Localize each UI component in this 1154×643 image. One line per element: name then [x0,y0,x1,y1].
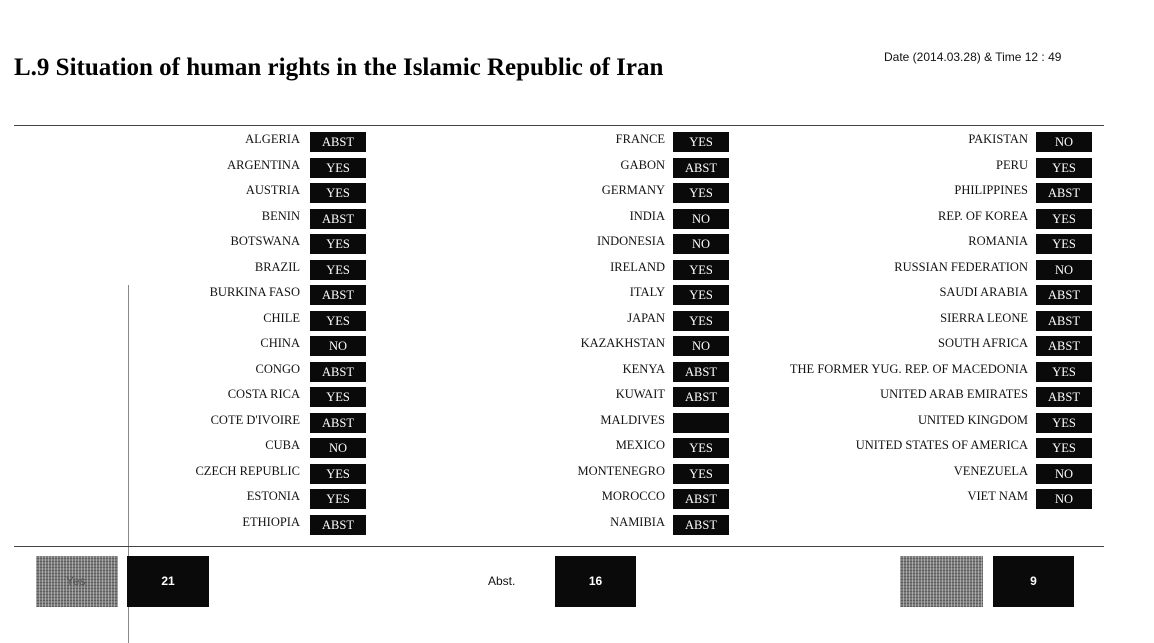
country-name: ALGERIA [245,132,300,146]
vote-value: ABST [673,515,729,535]
country-name: SIERRA LEONE [940,310,1028,325]
vote-row [0,383,1154,409]
yes-label: Yes [66,574,86,588]
vote-value: NO [1036,260,1092,280]
country-name: AUSTRIA [245,183,300,197]
no-total-count: 9 [993,556,1074,607]
country-name: INDIA [629,208,665,223]
date-time-stamp: Date (2014.03.28) & Time 12 : 49 [884,50,1062,64]
vote-value: ABST [673,158,729,178]
abst-total-label: Abst. [488,574,516,588]
vote-value: ABST [310,285,366,305]
vote-value: ABST [310,362,366,382]
country-name: ITALY [629,285,665,299]
country-name: UNITED STATES OF AMERICA [855,438,1028,452]
country-name: VENEZUELA [953,463,1028,478]
vote-row [0,434,1154,460]
country-name: CZECH REPUBLIC [195,463,300,478]
vote-value: YES [673,285,729,305]
country-name: MEXICO [615,438,665,452]
country-name: CUBA [265,438,300,452]
vote-row [0,511,1154,537]
country-name: KUWAIT [615,387,665,401]
vote-value: YES [310,387,366,407]
yes-total-count: 21 [127,556,209,607]
vote-value: YES [1036,158,1092,178]
vote-value: YES [310,183,366,203]
country-name: BENIN [261,208,300,223]
vote-row [0,485,1154,511]
country-name: MALDIVES [600,412,665,427]
vote-value: YES [673,438,729,458]
vote-value: ABST [1036,336,1092,356]
country-name: UNITED KINGDOM [917,412,1028,427]
document-title: L.9 Situation of human rights in the Islamic Republic of Iran [14,54,664,81]
vote-value: NO [1036,489,1092,509]
vote-value: ABST [310,413,366,433]
country-name: KAZAKHSTAN [580,336,665,350]
vote-value: YES [673,464,729,484]
vote-value: ABST [1036,285,1092,305]
country-name: CHILE [263,310,300,325]
country-name: CONGO [255,361,300,376]
country-name: FRANCE [615,132,665,146]
vote-row [0,460,1154,486]
country-name: UNITED ARAB EMIRATES [880,387,1028,401]
vote-value: ABST [310,515,366,535]
country-name: BRAZIL [254,259,300,274]
country-name: VIET NAM [967,489,1028,503]
country-name: MONTENEGRO [577,463,665,478]
vote-value: NO [310,336,366,356]
vote-value: ABST [673,362,729,382]
country-name: SAUDI ARABIA [939,285,1028,299]
vote-value: YES [310,311,366,331]
vote-value: YES [1036,362,1092,382]
vote-value: ABST [673,387,729,407]
vote-value: YES [1036,438,1092,458]
vote-row [0,179,1154,205]
country-name: KENYA [622,361,665,376]
country-name: NAMIBIA [610,514,665,529]
bottom-divider [14,546,1104,547]
vote-value: ABST [310,209,366,229]
vote-row [0,358,1154,384]
country-name: BURKINA FASO [209,285,300,299]
vote-value: YES [310,158,366,178]
vote-value: YES [310,234,366,254]
vote-value: NO [673,209,729,229]
country-name: PERU [996,157,1028,172]
vote-value: YES [673,311,729,331]
country-name: COSTA RICA [227,387,300,401]
vote-value: YES [310,260,366,280]
no-total-label [900,556,983,607]
vote-value: ABST [1036,311,1092,331]
vote-row [0,256,1154,282]
vote-value: ABST [1036,183,1092,203]
country-name: MOROCCO [601,489,665,503]
country-name: SOUTH AFRICA [938,336,1028,350]
country-name: THE FORMER YUG. REP. OF MACEDONIA [789,361,1028,376]
country-name: PHILIPPINES [954,183,1028,197]
vote-row [0,128,1154,154]
vote-column-3 [0,128,1154,511]
country-name: IRELAND [610,259,665,274]
vote-value: YES [673,183,729,203]
vote-value: YES [1036,413,1092,433]
vote-value: YES [310,464,366,484]
vote-value: ABST [673,489,729,509]
country-name: RUSSIAN FEDERATION [894,259,1028,274]
vote-value: NO [310,438,366,458]
abst-total-count: 16 [555,556,636,607]
top-divider [14,125,1104,126]
vote-value: NO [673,336,729,356]
vote-row [0,307,1154,333]
country-name: GABON [620,157,665,172]
country-name: PAKISTAN [968,132,1028,146]
vote-row [0,154,1154,180]
yes-total-label [36,556,118,607]
vote-value: NO [673,234,729,254]
country-name: ARGENTINA [227,157,300,172]
country-name: CHINA [260,336,300,350]
vote-row [0,230,1154,256]
vote-row [0,409,1154,435]
vote-value: NO [1036,132,1092,152]
vote-value: NO [1036,464,1092,484]
vote-row [0,281,1154,307]
country-name: GERMANY [601,183,665,197]
country-name: REP. OF KOREA [938,208,1028,223]
country-name: BOTSWANA [230,234,300,248]
vote-value: YES [1036,234,1092,254]
vote-value: ABST [1036,387,1092,407]
vote-value: ABST [310,132,366,152]
country-name: JAPAN [627,310,665,325]
country-name: ETHIOPIA [242,514,300,529]
vote-value: YES [673,132,729,152]
vote-row [0,332,1154,358]
vote-value: YES [310,489,366,509]
country-name: ROMANIA [968,234,1028,248]
vote-row [0,205,1154,231]
country-name: COTE D'IVOIRE [210,412,300,427]
vote-value: YES [673,260,729,280]
country-name: ESTONIA [246,489,300,503]
vote-value: YES [1036,209,1092,229]
country-name: INDONESIA [596,234,665,248]
